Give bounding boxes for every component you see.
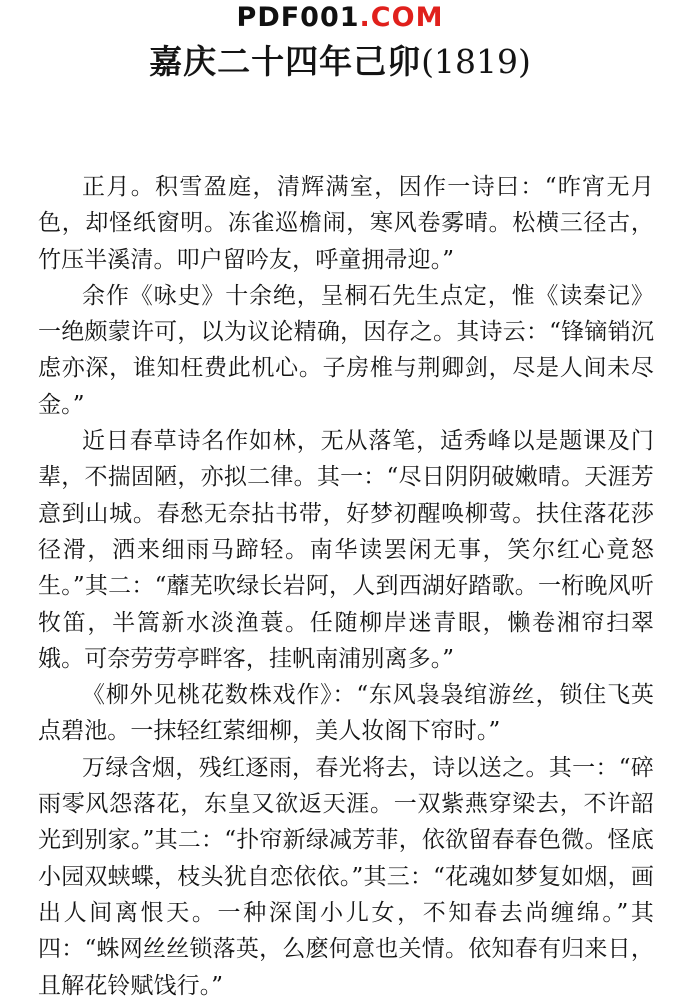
paragraph: 余作《咏史》十余绝，呈桐石先生点定，惟《读秦记》一绝颇蒙许可，以为议论精确，因存之。其诗云：“锋镝销沉虑亦深，谁知枉费此机心。子房椎与荆卿剑，尽是人间未尽金。” xyxy=(38,282,654,418)
watermark-logo xyxy=(0,2,680,34)
paragraph: 《柳外见桃花数株戏作》：“东风袅袅绾游丝，锁住飞英点碧池。一抹轻红萦细柳，美人妆阁下帘时。” xyxy=(38,682,654,745)
title-text: 嘉庆二十四年己卯 xyxy=(149,42,422,81)
document-body xyxy=(38,169,654,1004)
paragraph: 正月。积雪盈庭，清辉满室，因作一诗曰：“昨宵无月色，却怪纸窗明。冻雀巡檐闹，寒风卷雾晴。松横三径古，竹压半溪清。叩户留吟友，呼童拥帚迎。” xyxy=(38,174,654,273)
watermark-text-domain: .COM xyxy=(359,2,444,33)
watermark-text-main: PDF001 xyxy=(236,2,360,33)
paragraph: 近日春草诗名作如林，无从落笔，适秀峰以是题课及门辈，不揣固陋，亦拟二律。其一：“尽日阴阴破嫩晴。天涯芳意到山城。春愁无奈拈书带，好梦初醒唤柳莺。扶住落花莎径滑，洒来细雨马蹄轻。南华读罢闲无事，笑尔红心竟怒生。”其二：“蘼芜吹绿长岩阿，人到西湖好踏歌。一桁晚风听牧笛，半篙新水淡渔蓑。任随柳岸迷青眼，懒卷湘帘扫翠娥。可奈劳劳亭畔客，挂帆南浦别离多。” xyxy=(38,428,654,672)
page-title xyxy=(0,40,680,84)
title-year: (1819) xyxy=(421,42,531,81)
paragraph: 万绿含烟，残红逐雨，春光将去，诗以送之。其一：“碎雨零风怨落花，东皇又欲返天涯。一双紫燕穿梁去，不许韶光到别家。”其二：“扑帘新绿减芳菲，依欲留春春色微。怪底小园双蛱蝶，枝头犹自恋依依。”其三：“花魂如梦复如烟，画出人间离恨天。一种深闺小儿女，不知春去尚缠绵。”其四：“蛛网丝丝锁落英，么麽何意也关情。依知春有归来日，且解花铃赋饯行。” xyxy=(38,754,654,999)
